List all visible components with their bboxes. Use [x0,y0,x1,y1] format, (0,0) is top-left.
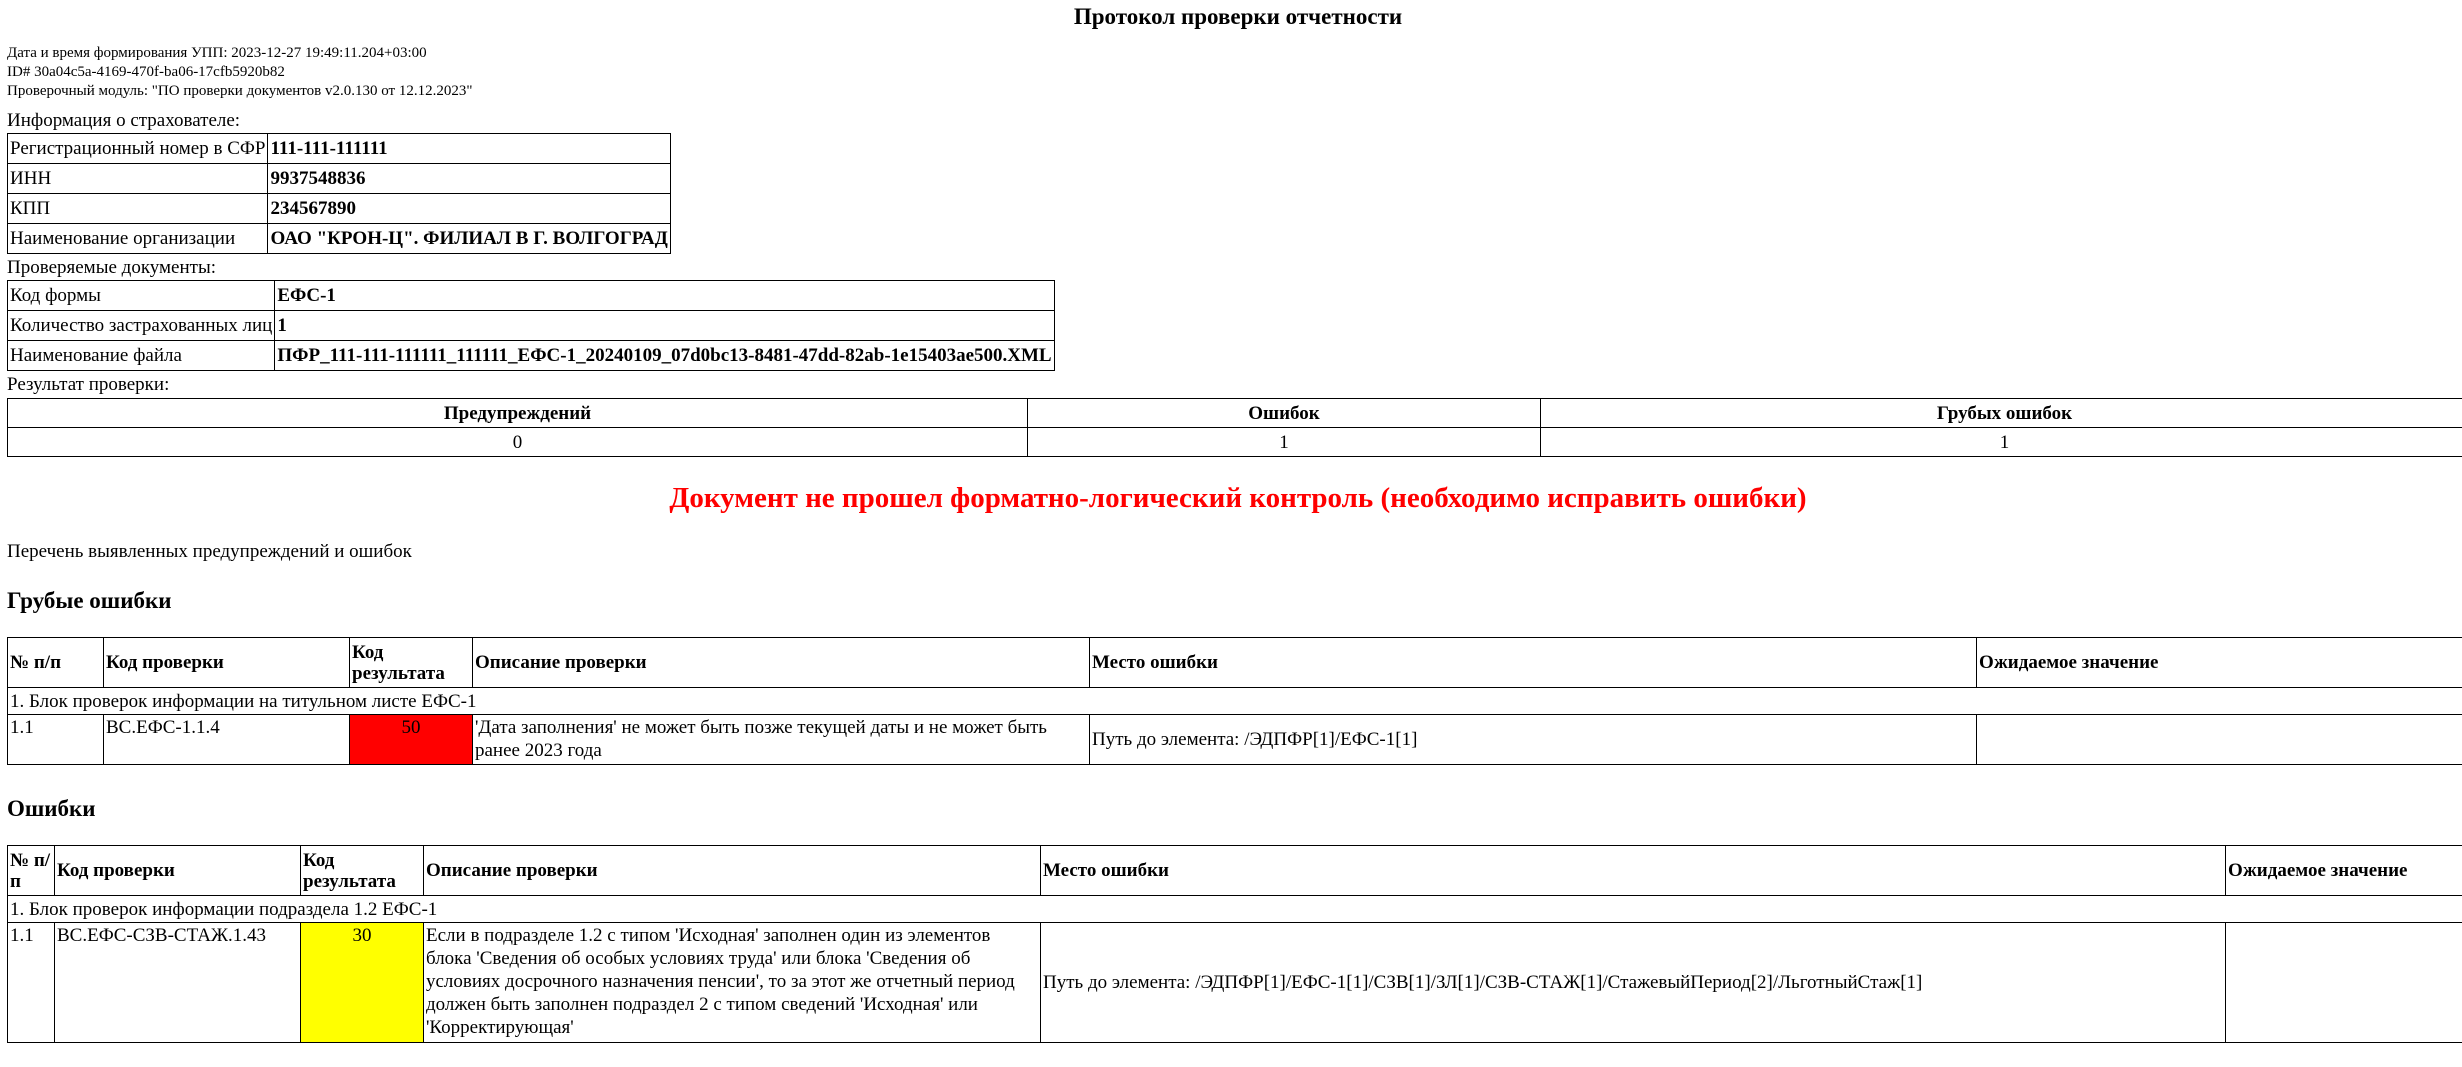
document-key: Количество застрахованных лиц [8,311,275,341]
list-title: Перечень выявленных предупреждений и ошибок [7,541,412,562]
errors-count: 1 [1028,428,1541,457]
insurer-key: ИНН [8,164,268,194]
table-row [8,164,671,194]
col-check-code: Код проверки [104,638,350,688]
meta-module: Проверочный модуль: "ПО проверки документов v2.0.130 от 12.12.2023" [7,83,473,99]
check-code: ВС.ЕФС-1.1.4 [104,715,350,765]
warnings-count: 0 [8,428,1028,457]
result-code: 30 [301,923,424,1043]
page-title: Протокол проверки отчетности [1073,4,1403,29]
col-result-code: Код результата [301,846,424,896]
meta-id: ID# 30a04c5a-4169-470f-ba06-17cfb5920b82 [7,64,285,80]
row-num: 1.1 [8,923,55,1043]
col-description: Описание проверки [473,638,1090,688]
check-code: ВС.ЕФС-СЗВ-СТАЖ.1.43 [55,923,301,1043]
critical-errors-table [7,637,2462,765]
errors-heading: Ошибки [7,796,96,821]
table-row [8,134,671,164]
table-row [8,638,2462,688]
check-description: Если в подразделе 1.2 с типом 'Исходная' заполнен один из элементов блока 'Сведения об особых условиях труда' или блока 'Сведения об условиях досрочного назначения пенсии', то за этот же отчетный период должен быть заполнен подраздел 2 с типом сведений 'Исходная' или 'Корректирующая' [424,923,1041,1043]
documents-label: Проверяемые документы: [7,257,217,278]
warnings-header: Предупреждений [8,399,1028,428]
table-row [8,341,1055,371]
col-location: Место ошибки [1090,638,1977,688]
insurer-value: 234567890 [268,194,670,224]
table-row [8,688,2462,715]
block-title: 1. Блок проверок информации подраздела 1.2 ЕФС-1 [8,896,2462,923]
row-num: 1.1 [8,715,104,765]
insurer-key: Регистрационный номер в СФР [8,134,268,164]
table-row [8,896,2462,923]
col-check-code: Код проверки [55,846,301,896]
error-location: Путь до элемента: /ЭДПФР[1]/ЕФС-1[1] [1090,715,1977,765]
document-key: Наименование файла [8,341,275,371]
table-row [8,846,2462,896]
result-table [7,398,2462,457]
table-row [8,281,1055,311]
col-location: Место ошибки [1041,846,2226,896]
insurer-key: Наименование организации [8,224,268,254]
critical-count: 1 [1541,428,2462,457]
insurer-value: 111-111-111111 [268,134,670,164]
error-location: Путь до элемента: /ЭДПФР[1]/ЕФС-1[1]/СЗВ[1]/ЗЛ[1]/СЗВ-СТАЖ[1]/СтажевыйПериод[2]/ЛьготныйСтаж[1] [1041,923,2226,1043]
critical-header: Грубых ошибок [1541,399,2462,428]
document-value: ПФР_111-111-111111_111111_ЕФС-1_20240109_07d0bc13-8481-47dd-82ab-1e15403ae500.XML [275,341,1054,371]
insurer-value: ОАО "КРОН-Ц". ФИЛИАЛ В Г. ВОЛГОГРАД [268,224,670,254]
expected-value [2226,923,2462,1043]
insurer-key: КПП [8,194,268,224]
result-code: 50 [350,715,473,765]
col-num: № п/п [8,846,55,896]
col-description: Описание проверки [424,846,1041,896]
meta-timestamp: Дата и время формирования УПП: 2023-12-27 19:49:11.204+03:00 [7,45,427,61]
expected-value [1977,715,2462,765]
status-message: Документ не прошел форматно-логический контроль (необходимо исправить ошибки) [669,482,1807,514]
report-meta [7,44,472,101]
critical-heading: Грубые ошибки [7,588,172,613]
table-row [8,428,2462,457]
block-title: 1. Блок проверок информации на титульном листе ЕФС-1 [8,688,2462,715]
documents-table [7,280,1055,371]
table-row [8,923,2462,1043]
col-result-code: Код результата [350,638,473,688]
table-row [8,399,2462,428]
table-row [8,194,671,224]
table-row [8,224,671,254]
insurer-value: 9937548836 [268,164,670,194]
col-expected: Ожидаемое значение [1977,638,2462,688]
insurer-table [7,133,671,254]
col-expected: Ожидаемое значение [2226,846,2462,896]
errors-table [7,845,2462,1043]
col-num: № п/п [8,638,104,688]
document-key: Код формы [8,281,275,311]
table-row [8,715,2462,765]
errors-header: Ошибок [1028,399,1541,428]
document-value: 1 [275,311,1054,341]
result-label: Результат проверки: [7,374,170,395]
check-description: 'Дата заполнения' не может быть позже текущей даты и не может быть ранее 2023 года [473,715,1090,765]
table-row [8,311,1055,341]
insurer-label: Информация о страхователе: [7,110,241,131]
document-value: ЕФС-1 [275,281,1054,311]
